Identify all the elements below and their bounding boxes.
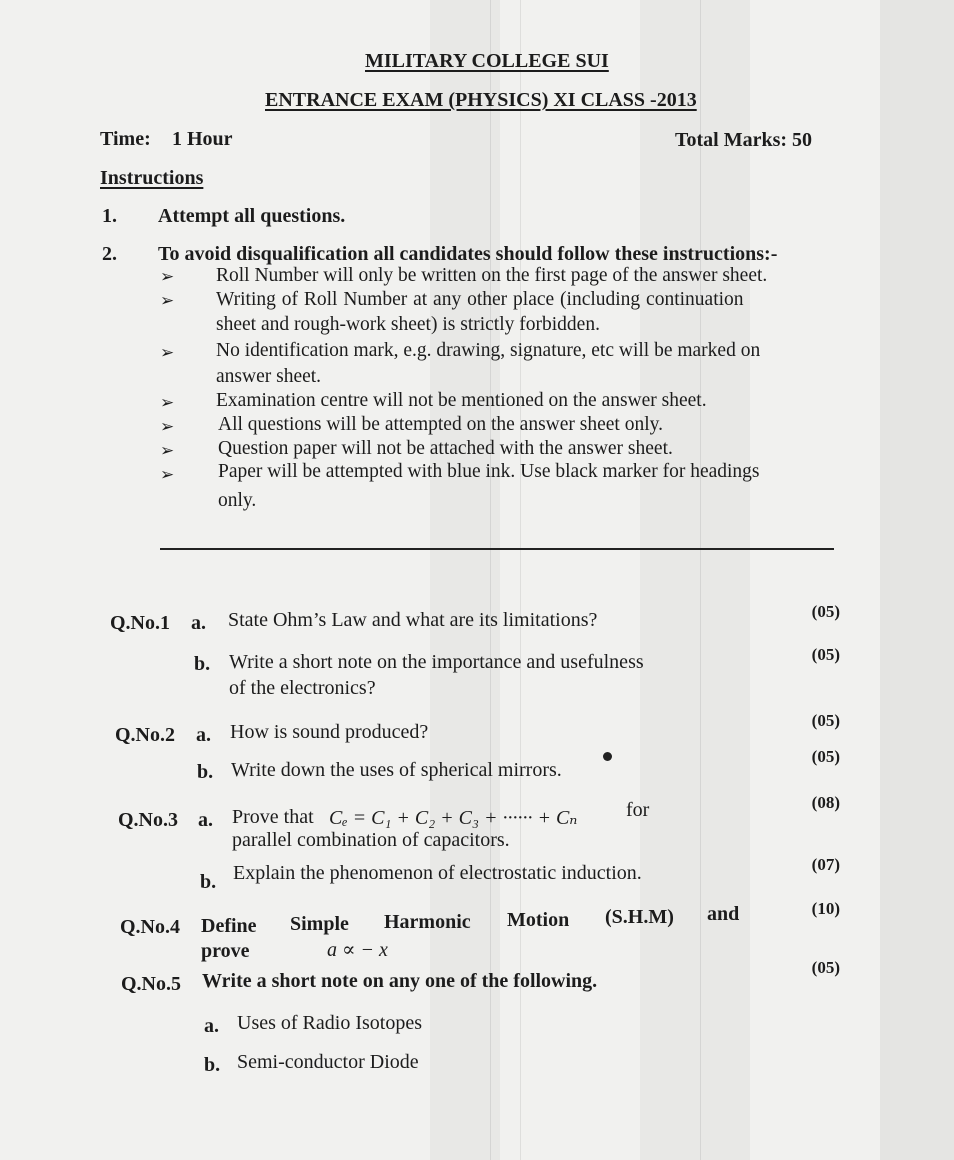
question-word: Define (201, 915, 257, 937)
instruction-bullet: only. (218, 490, 257, 511)
capacitance-formula: Cₑ = C₁ + C₂ + C₃ + ······ + Cₙ (329, 807, 578, 829)
instruction-number: 1. (102, 205, 117, 227)
total-marks: Total Marks: 50 (675, 129, 813, 151)
question-text: How is sound produced? (230, 721, 429, 743)
question-text: Write a short note on the importance and usefulness (229, 651, 644, 673)
marks: (05) (811, 602, 840, 621)
question-word: Motion (507, 909, 570, 931)
instruction-bullet: Question paper will not be attached with the answer sheet. (218, 438, 673, 459)
marks: (05) (811, 711, 840, 730)
scan-shade (640, 0, 750, 1160)
marks: (10) (811, 899, 840, 918)
marks: (05) (811, 645, 840, 664)
marks: (07) (811, 855, 840, 874)
instruction-bullet: No identification mark, e.g. drawing, signature, etc will be marked on (216, 340, 761, 361)
instruction-bullet: sheet and rough-work sheet) is strictly forbidden. (216, 314, 600, 335)
question-word: and (707, 903, 740, 925)
college-title: MILITARY COLLEGE SUI (365, 50, 609, 72)
marks: (05) (811, 747, 840, 766)
part-letter: b. (197, 761, 214, 783)
instruction-bullet: Writing of Roll Number at any other place (including continuation (216, 289, 744, 310)
part-letter: b. (194, 653, 211, 675)
part-letter: a. (204, 1015, 219, 1037)
question-text: Write a short note on any one of the following. (202, 970, 598, 992)
bullet-arrow-icon: ➢ (160, 441, 175, 460)
time-value: 1 Hour (172, 128, 233, 150)
instruction-number: 2. (102, 243, 117, 265)
bullet-arrow-icon: ➢ (160, 465, 175, 484)
shm-formula: a ∝ − x (327, 939, 388, 961)
question-word: Harmonic (384, 911, 471, 933)
section-divider (160, 548, 834, 550)
question-label: Q.No.1 (110, 612, 170, 634)
question-label: Q.No.5 (121, 973, 181, 995)
instruction-bullet: answer sheet. (216, 366, 322, 387)
time-label: Time: (100, 128, 151, 150)
scan-shade (880, 0, 954, 1160)
instruction-text: To avoid disqualification all candidates should follow these instructions:- (158, 243, 778, 265)
instruction-bullet: Examination centre will not be mentioned on the answer sheet. (216, 390, 707, 411)
part-letter: a. (198, 809, 213, 831)
bullet-arrow-icon: ➢ (160, 393, 175, 412)
bullet-arrow-icon: ➢ (160, 267, 175, 286)
bullet-arrow-icon: ➢ (160, 291, 175, 310)
marks: (08) (811, 793, 840, 812)
question-text: Prove that (232, 806, 314, 828)
question-word: (S.H.M) (605, 906, 674, 928)
question-text: for (626, 799, 650, 821)
scan-line (700, 0, 701, 1160)
question-text: Write down the uses of spherical mirrors. (231, 759, 562, 781)
bullet-arrow-icon: ➢ (160, 343, 175, 362)
question-text: Explain the phenomenon of electrostatic induction. (233, 862, 642, 884)
marks: (05) (811, 958, 840, 977)
question-label: Q.No.3 (118, 809, 178, 831)
part-letter: a. (196, 724, 211, 746)
question-text: Uses of Radio Isotopes (237, 1012, 422, 1034)
question-label: Q.No.4 (120, 916, 180, 938)
question-word: prove (201, 940, 250, 962)
ink-dot (603, 752, 612, 761)
question-text: State Ohm’s Law and what are its limitations? (228, 609, 598, 631)
exam-title: ENTRANCE EXAM (PHYSICS) XI CLASS -2013 (265, 89, 697, 111)
question-label: Q.No.2 (115, 724, 175, 746)
question-text: parallel combination of capacitors. (232, 829, 510, 851)
instruction-bullet: Paper will be attempted with blue ink. Use black marker for headings (218, 461, 760, 482)
instruction-bullet: Roll Number will only be written on the first page of the answer sheet. (216, 265, 768, 286)
part-letter: a. (191, 612, 206, 634)
question-word: Simple (290, 913, 349, 935)
part-letter: b. (204, 1054, 221, 1076)
instruction-bullet: All questions will be attempted on the answer sheet only. (218, 414, 663, 435)
question-text: Semi-conductor Diode (237, 1051, 419, 1073)
bullet-arrow-icon: ➢ (160, 417, 175, 436)
instructions-heading: Instructions (100, 167, 204, 189)
question-text: of the electronics? (229, 677, 376, 699)
instruction-text: Attempt all questions. (158, 205, 346, 227)
part-letter: b. (200, 871, 217, 893)
